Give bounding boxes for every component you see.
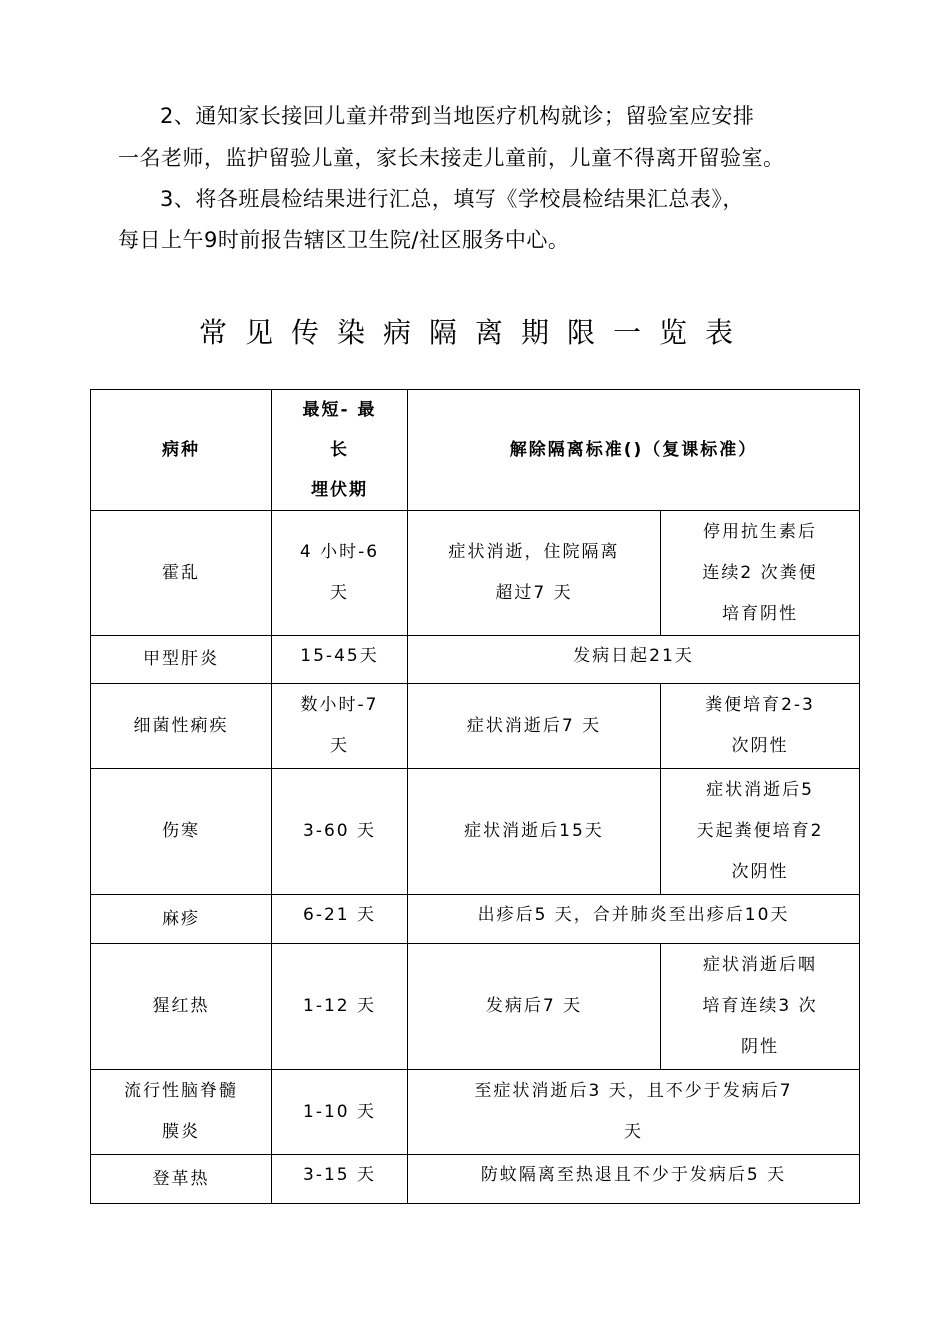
cell-line: 数小时-7 [300, 695, 379, 715]
cell-line: 3-60 天 [303, 821, 376, 841]
cell-criteria-b [661, 769, 860, 895]
cell-disease [91, 944, 272, 1070]
cell-line: 发病日起21天 [573, 646, 694, 666]
table-row [91, 684, 860, 769]
cell-criteria [408, 1070, 860, 1155]
cell-criteria-b [661, 944, 860, 1070]
cell-line: 细菌性痢疾 [133, 715, 229, 736]
header-disease: 病种 [91, 390, 272, 511]
cell-line: 症状消逝后7 天 [466, 715, 602, 736]
cell-line: 天 [330, 583, 349, 603]
cell-line: 4 小时-6 [299, 542, 380, 562]
cell-line: 1-10 天 [303, 1101, 376, 1122]
cell-line: 天 [330, 736, 349, 756]
paragraph-line-2: 一名老师，监护留验儿童，家长未接走儿童前，儿童不得离开留验室。 [118, 146, 785, 170]
table-header-row [91, 390, 860, 511]
cell-line: 粪便培育2-3 [705, 695, 815, 715]
cell-line: 症状消逝后咽 [703, 955, 817, 975]
cell-line: 症状消逝，住院隔离 [448, 542, 620, 562]
cell-line: 培育阴性 [722, 603, 798, 624]
cell-disease [91, 769, 272, 895]
table-row [91, 944, 860, 1070]
cell-criteria-b [661, 511, 860, 636]
cell-line: 麻疹 [162, 908, 200, 929]
table-row [91, 1070, 860, 1155]
cell-line: 天 [624, 1122, 643, 1142]
cell-criteria-b [661, 684, 860, 769]
table-row [91, 511, 860, 636]
cell-line: 出疹后5 天，合并肺炎至出疹后10天 [477, 905, 790, 925]
cell-line: 流行性脑脊髓 [124, 1081, 238, 1101]
cell-line: 6-21 天 [303, 905, 376, 925]
cell-line: 连续2 次粪便 [702, 562, 818, 583]
cell-incubation [272, 944, 408, 1070]
table-row [91, 895, 860, 944]
cell-incubation [272, 1155, 408, 1204]
header-incubation-line: 埋伏期 [311, 480, 368, 500]
header-incubation-line: 长 [330, 440, 349, 460]
cell-line: 次阴性 [731, 736, 789, 756]
cell-criteria-a [408, 511, 661, 636]
cell-criteria-a [408, 684, 661, 769]
cell-line: 症状消逝后5 [706, 780, 814, 800]
header-criteria: 解除隔离标准()（复课标准） [408, 390, 860, 511]
cell-disease [91, 1070, 272, 1155]
cell-criteria [408, 1155, 860, 1204]
cell-line: 15-45天 [300, 646, 379, 666]
paragraph-line-1: 2、通知家长接回儿童并带到当地医疗机构就诊；留验室应安排 [160, 104, 755, 128]
table-row [91, 636, 860, 684]
cell-line: 防蚊隔离至热退且不少于发病后5 天 [480, 1165, 787, 1185]
isolation-period-table [90, 389, 860, 1204]
cell-line: 猩红热 [152, 996, 210, 1016]
cell-incubation [272, 684, 408, 769]
cell-disease [91, 1155, 272, 1204]
cell-line: 甲型肝炎 [143, 649, 219, 669]
cell-line: 发病后7 天 [485, 996, 583, 1016]
cell-line: 霍乱 [162, 562, 200, 583]
table-title: 常见传染病隔离期限一览表 [198, 316, 751, 349]
cell-line: 症状消逝后15天 [464, 821, 604, 841]
paragraph-line-3: 3、将各班晨检结果进行汇总，填写《学校晨检结果汇总表》， [160, 187, 744, 211]
cell-line: 阴性 [741, 1037, 779, 1057]
cell-line: 1-12 天 [303, 996, 376, 1016]
cell-criteria-a [408, 944, 661, 1070]
cell-line: 天起粪便培育2 [696, 821, 824, 841]
cell-line: 伤寒 [162, 821, 200, 841]
paragraph-line-4: 每日上午9时前报告辖区卫生院/社区服务中心。 [118, 228, 570, 252]
cell-incubation [272, 1070, 408, 1155]
cell-incubation [272, 895, 408, 944]
cell-line: 登革热 [152, 1168, 210, 1189]
cell-criteria [408, 636, 860, 684]
cell-disease [91, 636, 272, 684]
header-incubation-line: 最短- 最 [302, 400, 377, 420]
table-row [91, 769, 860, 895]
cell-criteria [408, 895, 860, 944]
cell-line: 超过7 天 [495, 583, 573, 603]
cell-line: 3-15 天 [303, 1165, 376, 1185]
cell-incubation [272, 636, 408, 684]
cell-line: 培育连续3 次 [702, 996, 818, 1016]
cell-line: 次阴性 [731, 862, 789, 882]
cell-incubation [272, 511, 408, 636]
cell-criteria-a [408, 769, 661, 895]
cell-disease [91, 684, 272, 769]
cell-disease [91, 895, 272, 944]
cell-disease [91, 511, 272, 636]
header-incubation [272, 390, 408, 511]
cell-line: 膜炎 [162, 1122, 200, 1142]
cell-line: 至症状消逝后3 天，且不少于发病后7 [474, 1081, 793, 1101]
cell-incubation [272, 769, 408, 895]
table-row [91, 1155, 860, 1204]
cell-line: 停用抗生素后 [703, 521, 817, 542]
